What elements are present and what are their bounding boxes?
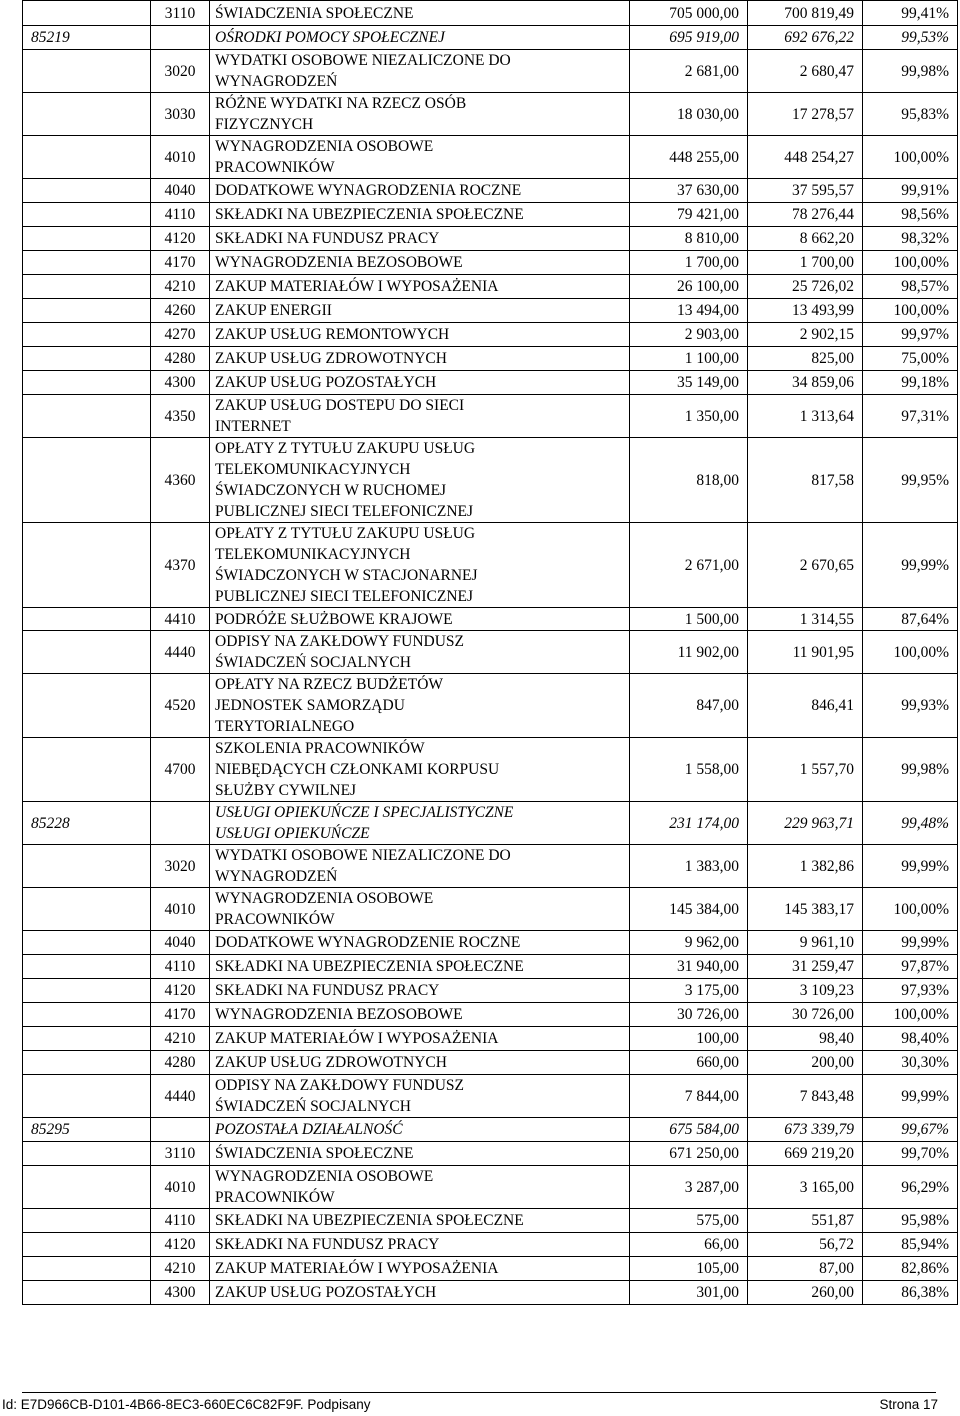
cell-description: WYNAGRODZENIA OSOBOWE PRACOWNIKÓW bbox=[210, 888, 630, 931]
table-row bbox=[23, 1003, 958, 1027]
cell-description: DODATKOWE WYNAGRODZENIE ROCZNE bbox=[210, 931, 630, 955]
cell-plan: 11 902,00 bbox=[630, 631, 748, 674]
cell-plan: 301,00 bbox=[630, 1281, 748, 1305]
cell-plan: 660,00 bbox=[630, 1051, 748, 1075]
table-row bbox=[23, 1281, 958, 1305]
cell-percent: 98,40% bbox=[863, 1027, 958, 1051]
cell-execution: 3 109,23 bbox=[748, 979, 863, 1003]
cell-plan: 671 250,00 bbox=[630, 1142, 748, 1166]
table-row bbox=[23, 203, 958, 227]
cell-dzial bbox=[23, 275, 151, 299]
cell-percent: 99,48% bbox=[863, 802, 958, 845]
cell-paragraf: 4010 bbox=[151, 888, 210, 931]
cell-dzial bbox=[23, 299, 151, 323]
cell-execution: 25 726,02 bbox=[748, 275, 863, 299]
cell-description: ZAKUP USŁUG POZOSTAŁYCH bbox=[210, 1281, 630, 1305]
cell-dzial bbox=[23, 438, 151, 523]
cell-paragraf: 3030 bbox=[151, 93, 210, 136]
cell-dzial bbox=[23, 323, 151, 347]
cell-description: WYNAGRODZENIA OSOBOWE PRACOWNIKÓW bbox=[210, 1166, 630, 1209]
table-row bbox=[23, 1051, 958, 1075]
table-row bbox=[23, 347, 958, 371]
cell-dzial bbox=[23, 955, 151, 979]
cell-execution: 78 276,44 bbox=[748, 203, 863, 227]
cell-dzial bbox=[23, 1233, 151, 1257]
cell-execution: 13 493,99 bbox=[748, 299, 863, 323]
cell-description: SZKOLENIA PRACOWNIKÓW NIEBĘDĄCYCH CZŁONKAMI KORPUSU SŁUŻBY CYWILNEJ bbox=[210, 738, 630, 802]
cell-description: USŁUGI OPIEKUŃCZE I SPECJALISTYCZNE USŁUGI OPIEKUŃCZE bbox=[210, 802, 630, 845]
cell-percent: 97,93% bbox=[863, 979, 958, 1003]
cell-paragraf: 4280 bbox=[151, 347, 210, 371]
document-id-signature: Id: E7D966CB-D101-4B66-8EC3-660EC6C82F9F. Podpisany bbox=[2, 1397, 371, 1412]
cell-paragraf: 4700 bbox=[151, 738, 210, 802]
cell-paragraf: 4360 bbox=[151, 438, 210, 523]
cell-description: ZAKUP USŁUG ZDROWOTNYCH bbox=[210, 347, 630, 371]
table-row bbox=[23, 299, 958, 323]
cell-percent: 99,99% bbox=[863, 845, 958, 888]
cell-execution: 56,72 bbox=[748, 1233, 863, 1257]
cell-execution: 551,87 bbox=[748, 1209, 863, 1233]
cell-execution: 673 339,79 bbox=[748, 1118, 863, 1142]
cell-description: OPŁATY Z TYTUŁU ZAKUPU USŁUG TELEKOMUNIKACYJNYCH ŚWIADCZONYCH W STACJONARNEJ PUBLICZNEJ SIECI TELEFONICZNEJ bbox=[210, 523, 630, 608]
cell-execution: 817,58 bbox=[748, 438, 863, 523]
section-row bbox=[23, 1118, 958, 1142]
cell-plan: 818,00 bbox=[630, 438, 748, 523]
cell-percent: 99,98% bbox=[863, 50, 958, 93]
cell-description: ODPISY NA ZAKŁDOWY FUNDUSZ ŚWIADCZEŃ SOCJALNYCH bbox=[210, 631, 630, 674]
cell-plan: 35 149,00 bbox=[630, 371, 748, 395]
cell-dzial bbox=[23, 738, 151, 802]
table-row bbox=[23, 1257, 958, 1281]
cell-description: OŚRODKI POMOCY SPOŁECZNEJ bbox=[210, 26, 630, 50]
cell-plan: 705 000,00 bbox=[630, 1, 748, 26]
cell-description: SKŁADKI NA UBEZPIECZENIA SPOŁECZNE bbox=[210, 203, 630, 227]
cell-plan: 66,00 bbox=[630, 1233, 748, 1257]
cell-dzial bbox=[23, 1166, 151, 1209]
cell-description: ZAKUP MATERIAŁÓW I WYPOSAŻENIA bbox=[210, 1027, 630, 1051]
table-row bbox=[23, 608, 958, 631]
cell-plan: 575,00 bbox=[630, 1209, 748, 1233]
cell-description: SKŁADKI NA FUNDUSZ PRACY bbox=[210, 1233, 630, 1257]
cell-description: ZAKUP ENERGII bbox=[210, 299, 630, 323]
table-row bbox=[23, 371, 958, 395]
cell-dzial bbox=[23, 1142, 151, 1166]
cell-plan: 3 175,00 bbox=[630, 979, 748, 1003]
cell-paragraf: 4210 bbox=[151, 1027, 210, 1051]
cell-percent: 99,91% bbox=[863, 179, 958, 203]
table-row bbox=[23, 438, 958, 523]
cell-dzial bbox=[23, 50, 151, 93]
cell-percent: 100,00% bbox=[863, 631, 958, 674]
cell-dzial bbox=[23, 979, 151, 1003]
cell-plan: 1 558,00 bbox=[630, 738, 748, 802]
table-row bbox=[23, 136, 958, 179]
cell-description: OPŁATY NA RZECZ BUDŻETÓW JEDNOSTEK SAMORZĄDU TERYTORIALNEGO bbox=[210, 674, 630, 738]
cell-execution: 1 313,64 bbox=[748, 395, 863, 438]
cell-execution: 8 662,20 bbox=[748, 227, 863, 251]
cell-plan: 13 494,00 bbox=[630, 299, 748, 323]
cell-plan: 26 100,00 bbox=[630, 275, 748, 299]
cell-percent: 99,67% bbox=[863, 1118, 958, 1142]
cell-description: PODRÓŻE SŁUŻBOWE KRAJOWE bbox=[210, 608, 630, 631]
cell-execution: 846,41 bbox=[748, 674, 863, 738]
cell-execution: 692 676,22 bbox=[748, 26, 863, 50]
cell-plan: 847,00 bbox=[630, 674, 748, 738]
cell-execution: 2 680,47 bbox=[748, 50, 863, 93]
cell-paragraf: 4120 bbox=[151, 979, 210, 1003]
cell-dzial bbox=[23, 1, 151, 26]
cell-percent: 99,99% bbox=[863, 523, 958, 608]
cell-dzial bbox=[23, 631, 151, 674]
cell-description: SKŁADKI NA UBEZPIECZENIA SPOŁECZNE bbox=[210, 1209, 630, 1233]
cell-dzial bbox=[23, 251, 151, 275]
cell-paragraf: 4300 bbox=[151, 1281, 210, 1305]
table-row bbox=[23, 227, 958, 251]
cell-description: SKŁADKI NA UBEZPIECZENIA SPOŁECZNE bbox=[210, 955, 630, 979]
cell-dzial: 85295 bbox=[23, 1118, 151, 1142]
section-row bbox=[23, 26, 958, 50]
cell-paragraf: 4110 bbox=[151, 955, 210, 979]
cell-dzial bbox=[23, 674, 151, 738]
cell-plan: 31 940,00 bbox=[630, 955, 748, 979]
cell-dzial: 85219 bbox=[23, 26, 151, 50]
cell-dzial bbox=[23, 203, 151, 227]
cell-plan: 1 100,00 bbox=[630, 347, 748, 371]
cell-execution: 260,00 bbox=[748, 1281, 863, 1305]
cell-description: ZAKUP USŁUG REMONTOWYCH bbox=[210, 323, 630, 347]
cell-percent: 95,98% bbox=[863, 1209, 958, 1233]
cell-dzial bbox=[23, 395, 151, 438]
cell-plan: 695 919,00 bbox=[630, 26, 748, 50]
cell-dzial bbox=[23, 347, 151, 371]
cell-percent: 99,99% bbox=[863, 931, 958, 955]
cell-description: ZAKUP USŁUG POZOSTAŁYCH bbox=[210, 371, 630, 395]
cell-execution: 98,40 bbox=[748, 1027, 863, 1051]
cell-paragraf: 4520 bbox=[151, 674, 210, 738]
table-row bbox=[23, 1209, 958, 1233]
cell-dzial bbox=[23, 931, 151, 955]
cell-description: DODATKOWE WYNAGRODZENIA ROCZNE bbox=[210, 179, 630, 203]
cell-paragraf: 4040 bbox=[151, 931, 210, 955]
table-row bbox=[23, 395, 958, 438]
cell-dzial bbox=[23, 523, 151, 608]
cell-plan: 3 287,00 bbox=[630, 1166, 748, 1209]
cell-dzial bbox=[23, 1257, 151, 1281]
cell-description: WYNAGRODZENIA BEZOSOBOWE bbox=[210, 1003, 630, 1027]
table-row bbox=[23, 323, 958, 347]
cell-plan: 675 584,00 bbox=[630, 1118, 748, 1142]
cell-description: ŚWIADCZENIA SPOŁECZNE bbox=[210, 1142, 630, 1166]
budget-table bbox=[22, 0, 958, 1305]
table-row bbox=[23, 631, 958, 674]
cell-execution: 2 670,65 bbox=[748, 523, 863, 608]
cell-plan: 2 681,00 bbox=[630, 50, 748, 93]
cell-paragraf: 4280 bbox=[151, 1051, 210, 1075]
cell-percent: 99,41% bbox=[863, 1, 958, 26]
cell-plan: 8 810,00 bbox=[630, 227, 748, 251]
cell-description: ZAKUP USŁUG ZDROWOTNYCH bbox=[210, 1051, 630, 1075]
cell-plan: 1 500,00 bbox=[630, 608, 748, 631]
table-row bbox=[23, 1233, 958, 1257]
budget-table-body bbox=[23, 1, 958, 1305]
cell-execution: 145 383,17 bbox=[748, 888, 863, 931]
cell-dzial bbox=[23, 179, 151, 203]
cell-execution: 229 963,71 bbox=[748, 802, 863, 845]
cell-percent: 96,29% bbox=[863, 1166, 958, 1209]
cell-paragraf: 4260 bbox=[151, 299, 210, 323]
cell-description: RÓŻNE WYDATKI NA RZECZ OSÓB FIZYCZNYCH bbox=[210, 93, 630, 136]
cell-percent: 99,97% bbox=[863, 323, 958, 347]
cell-percent: 100,00% bbox=[863, 1003, 958, 1027]
cell-paragraf: 4040 bbox=[151, 179, 210, 203]
cell-execution: 34 859,06 bbox=[748, 371, 863, 395]
cell-description: SKŁADKI NA FUNDUSZ PRACY bbox=[210, 227, 630, 251]
cell-paragraf: 4210 bbox=[151, 1257, 210, 1281]
page-number: Strona 17 bbox=[879, 1397, 938, 1412]
cell-paragraf: 4010 bbox=[151, 136, 210, 179]
cell-description: ODPISY NA ZAKŁDOWY FUNDUSZ ŚWIADCZEŃ SOCJALNYCH bbox=[210, 1075, 630, 1118]
table-row bbox=[23, 931, 958, 955]
table-row bbox=[23, 275, 958, 299]
cell-paragraf: 4170 bbox=[151, 1003, 210, 1027]
table-row bbox=[23, 93, 958, 136]
cell-plan: 105,00 bbox=[630, 1257, 748, 1281]
cell-dzial bbox=[23, 1281, 151, 1305]
section-row bbox=[23, 802, 958, 845]
table-row bbox=[23, 845, 958, 888]
cell-paragraf: 4270 bbox=[151, 323, 210, 347]
cell-execution: 30 726,00 bbox=[748, 1003, 863, 1027]
cell-plan: 2 671,00 bbox=[630, 523, 748, 608]
cell-plan: 30 726,00 bbox=[630, 1003, 748, 1027]
table-row bbox=[23, 523, 958, 608]
cell-dzial bbox=[23, 888, 151, 931]
cell-dzial bbox=[23, 845, 151, 888]
cell-plan: 79 421,00 bbox=[630, 203, 748, 227]
cell-plan: 1 383,00 bbox=[630, 845, 748, 888]
cell-dzial bbox=[23, 1027, 151, 1051]
table-row bbox=[23, 179, 958, 203]
cell-description: SKŁADKI NA FUNDUSZ PRACY bbox=[210, 979, 630, 1003]
cell-description: ZAKUP MATERIAŁÓW I WYPOSAŻENIA bbox=[210, 275, 630, 299]
cell-paragraf: 4010 bbox=[151, 1166, 210, 1209]
cell-percent: 98,32% bbox=[863, 227, 958, 251]
cell-plan: 1 350,00 bbox=[630, 395, 748, 438]
cell-plan: 7 844,00 bbox=[630, 1075, 748, 1118]
table-row bbox=[23, 674, 958, 738]
table-row bbox=[23, 50, 958, 93]
table-row bbox=[23, 251, 958, 275]
cell-paragraf bbox=[151, 26, 210, 50]
cell-percent: 97,31% bbox=[863, 395, 958, 438]
footer-divider bbox=[22, 1392, 936, 1393]
cell-description: ŚWIADCZENIA SPOŁECZNE bbox=[210, 1, 630, 26]
cell-execution: 3 165,00 bbox=[748, 1166, 863, 1209]
cell-dzial bbox=[23, 93, 151, 136]
cell-paragraf: 4440 bbox=[151, 1075, 210, 1118]
cell-execution: 1 557,70 bbox=[748, 738, 863, 802]
cell-percent: 100,00% bbox=[863, 251, 958, 275]
cell-paragraf: 4370 bbox=[151, 523, 210, 608]
cell-paragraf: 4110 bbox=[151, 203, 210, 227]
cell-percent: 99,95% bbox=[863, 438, 958, 523]
cell-paragraf: 4440 bbox=[151, 631, 210, 674]
cell-description: WYDATKI OSOBOWE NIEZALICZONE DO WYNAGRODZEŃ bbox=[210, 50, 630, 93]
cell-execution: 2 902,15 bbox=[748, 323, 863, 347]
cell-paragraf bbox=[151, 802, 210, 845]
table-row bbox=[23, 1, 958, 26]
cell-dzial bbox=[23, 608, 151, 631]
cell-description: ZAKUP USŁUG DOSTEPU DO SIECI INTERNET bbox=[210, 395, 630, 438]
cell-percent: 98,57% bbox=[863, 275, 958, 299]
cell-description: ZAKUP MATERIAŁÓW I WYPOSAŻENIA bbox=[210, 1257, 630, 1281]
cell-description: WYNAGRODZENIA OSOBOWE PRACOWNIKÓW bbox=[210, 136, 630, 179]
cell-execution: 1 382,86 bbox=[748, 845, 863, 888]
cell-percent: 100,00% bbox=[863, 888, 958, 931]
table-row bbox=[23, 1075, 958, 1118]
cell-percent: 99,99% bbox=[863, 1075, 958, 1118]
cell-percent: 30,30% bbox=[863, 1051, 958, 1075]
cell-execution: 448 254,27 bbox=[748, 136, 863, 179]
cell-percent: 100,00% bbox=[863, 136, 958, 179]
cell-paragraf bbox=[151, 1118, 210, 1142]
cell-paragraf: 4120 bbox=[151, 227, 210, 251]
cell-paragraf: 3020 bbox=[151, 50, 210, 93]
cell-paragraf: 3110 bbox=[151, 1, 210, 26]
cell-percent: 100,00% bbox=[863, 299, 958, 323]
cell-dzial bbox=[23, 371, 151, 395]
cell-percent: 82,86% bbox=[863, 1257, 958, 1281]
cell-percent: 99,98% bbox=[863, 738, 958, 802]
table-row bbox=[23, 1142, 958, 1166]
cell-paragraf: 4350 bbox=[151, 395, 210, 438]
cell-paragraf: 3020 bbox=[151, 845, 210, 888]
cell-dzial bbox=[23, 1209, 151, 1233]
cell-plan: 37 630,00 bbox=[630, 179, 748, 203]
cell-dzial bbox=[23, 227, 151, 251]
cell-plan: 145 384,00 bbox=[630, 888, 748, 931]
cell-execution: 669 219,20 bbox=[748, 1142, 863, 1166]
cell-percent: 98,56% bbox=[863, 203, 958, 227]
table-row bbox=[23, 979, 958, 1003]
cell-execution: 37 595,57 bbox=[748, 179, 863, 203]
cell-percent: 99,18% bbox=[863, 371, 958, 395]
cell-percent: 97,87% bbox=[863, 955, 958, 979]
cell-execution: 825,00 bbox=[748, 347, 863, 371]
cell-dzial bbox=[23, 1075, 151, 1118]
cell-execution: 87,00 bbox=[748, 1257, 863, 1281]
cell-percent: 99,93% bbox=[863, 674, 958, 738]
cell-percent: 75,00% bbox=[863, 347, 958, 371]
table-row bbox=[23, 955, 958, 979]
table-row bbox=[23, 738, 958, 802]
table-row bbox=[23, 1166, 958, 1209]
cell-paragraf: 4170 bbox=[151, 251, 210, 275]
cell-paragraf: 4120 bbox=[151, 1233, 210, 1257]
cell-execution: 200,00 bbox=[748, 1051, 863, 1075]
cell-execution: 7 843,48 bbox=[748, 1075, 863, 1118]
cell-description: OPŁATY Z TYTUŁU ZAKUPU USŁUG TELEKOMUNIKACYJNYCH ŚWIADCZONYCH W RUCHOMEJ PUBLICZNEJ SIECI TELEFONICZNEJ bbox=[210, 438, 630, 523]
table-row bbox=[23, 1027, 958, 1051]
cell-dzial bbox=[23, 136, 151, 179]
cell-paragraf: 4300 bbox=[151, 371, 210, 395]
cell-dzial: 85228 bbox=[23, 802, 151, 845]
cell-percent: 87,64% bbox=[863, 608, 958, 631]
cell-plan: 18 030,00 bbox=[630, 93, 748, 136]
cell-execution: 11 901,95 bbox=[748, 631, 863, 674]
cell-percent: 99,53% bbox=[863, 26, 958, 50]
cell-execution: 1 700,00 bbox=[748, 251, 863, 275]
cell-execution: 1 314,55 bbox=[748, 608, 863, 631]
cell-execution: 9 961,10 bbox=[748, 931, 863, 955]
cell-paragraf: 3110 bbox=[151, 1142, 210, 1166]
cell-description: WYNAGRODZENIA BEZOSOBOWE bbox=[210, 251, 630, 275]
cell-percent: 99,70% bbox=[863, 1142, 958, 1166]
table-row bbox=[23, 888, 958, 931]
cell-description: WYDATKI OSOBOWE NIEZALICZONE DO WYNAGRODZEŃ bbox=[210, 845, 630, 888]
cell-dzial bbox=[23, 1003, 151, 1027]
cell-paragraf: 4410 bbox=[151, 608, 210, 631]
cell-execution: 17 278,57 bbox=[748, 93, 863, 136]
cell-plan: 231 174,00 bbox=[630, 802, 748, 845]
cell-plan: 448 255,00 bbox=[630, 136, 748, 179]
cell-plan: 2 903,00 bbox=[630, 323, 748, 347]
cell-plan: 100,00 bbox=[630, 1027, 748, 1051]
cell-percent: 95,83% bbox=[863, 93, 958, 136]
cell-execution: 700 819,49 bbox=[748, 1, 863, 26]
cell-percent: 86,38% bbox=[863, 1281, 958, 1305]
cell-paragraf: 4210 bbox=[151, 275, 210, 299]
cell-execution: 31 259,47 bbox=[748, 955, 863, 979]
cell-description: POZOSTAŁA DZIAŁALNOŚĆ bbox=[210, 1118, 630, 1142]
cell-plan: 1 700,00 bbox=[630, 251, 748, 275]
cell-percent: 85,94% bbox=[863, 1233, 958, 1257]
cell-dzial bbox=[23, 1051, 151, 1075]
cell-plan: 9 962,00 bbox=[630, 931, 748, 955]
cell-paragraf: 4110 bbox=[151, 1209, 210, 1233]
